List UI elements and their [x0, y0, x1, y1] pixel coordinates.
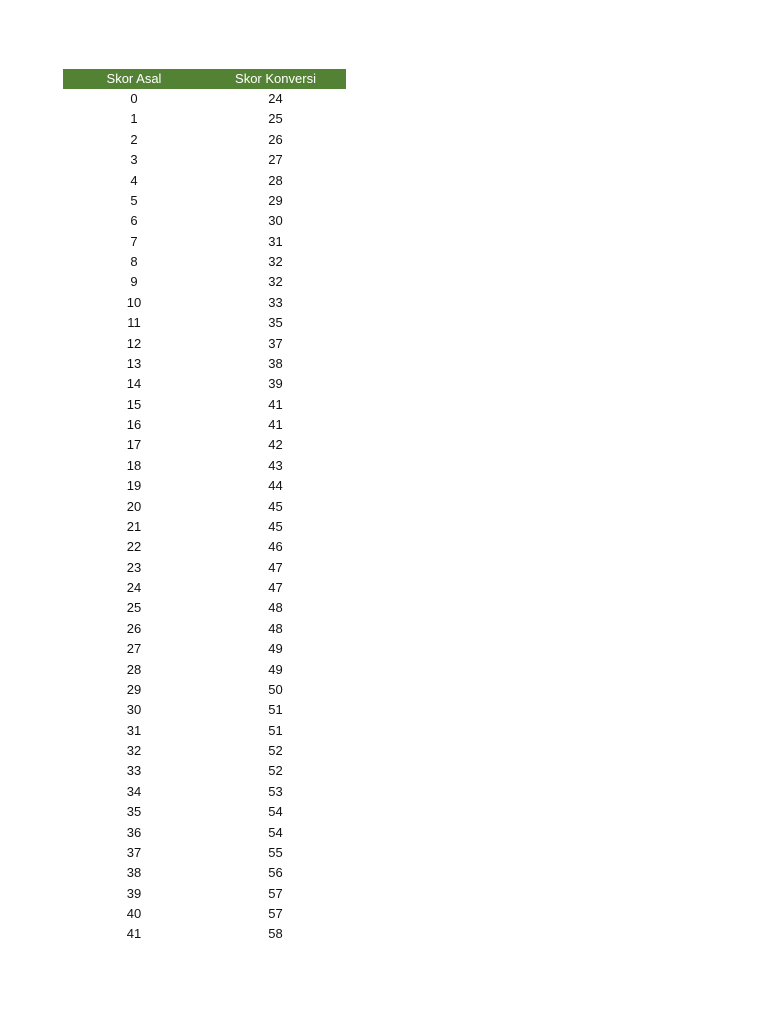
skor-asal-cell: 33 [126, 763, 142, 779]
skor-konversi-cell: 41 [268, 417, 283, 432]
skor-konversi-cell: 39 [268, 376, 283, 392]
table-row [63, 395, 346, 415]
skor-konversi-cell: 28 [268, 172, 283, 188]
skor-asal-cell: 16 [126, 417, 142, 432]
skor-konversi-cell: 26 [268, 131, 283, 147]
table-row [63, 354, 346, 374]
skor-konversi-cell: 57 [268, 906, 283, 921]
skor-konversi-cell: 44 [268, 478, 283, 494]
skor-konversi-cell: 49 [268, 641, 283, 657]
skor-konversi-cell: 33 [268, 294, 283, 310]
table-row [63, 680, 346, 700]
table-row [63, 476, 346, 496]
skor-konversi-cell: 47 [268, 559, 283, 575]
table-row [63, 517, 346, 537]
skor-konversi-cell: 25 [268, 111, 283, 127]
skor-asal-cell: 40 [126, 906, 142, 921]
table-row [63, 456, 346, 476]
table-row [63, 700, 346, 720]
skor-asal-cell: 34 [126, 783, 142, 799]
skor-asal-cell: 12 [126, 335, 142, 351]
skor-asal-cell: 26 [126, 620, 142, 636]
skor-konversi-cell: 46 [268, 539, 283, 555]
skor-konversi-cell: 50 [268, 681, 283, 697]
table-row [63, 374, 346, 394]
table-row [63, 598, 346, 618]
skor-konversi-cell: 37 [268, 335, 283, 351]
skor-konversi-cell: 49 [268, 661, 283, 677]
score-conversion-sheet [63, 69, 346, 945]
header-row [63, 69, 346, 89]
table-row [63, 782, 346, 802]
table-row [63, 109, 346, 129]
table-row [63, 150, 346, 170]
table-row [63, 761, 346, 781]
skor-konversi-cell: 38 [268, 355, 283, 371]
skor-konversi-cell: 48 [268, 620, 283, 636]
table-row [63, 904, 346, 924]
table-row [63, 497, 346, 517]
skor-konversi-cell: 30 [268, 213, 283, 229]
skor-konversi-cell: 45 [268, 518, 283, 534]
table-row [63, 884, 346, 904]
table-row [63, 558, 346, 578]
skor-konversi-cell: 53 [268, 783, 283, 799]
skor-asal-cell: 41 [126, 926, 142, 942]
table-row [63, 639, 346, 659]
skor-asal-cell: 32 [126, 743, 142, 758]
skor-konversi-cell: 48 [268, 600, 283, 616]
skor-asal-cell: 31 [126, 722, 142, 738]
skor-asal-cell: 2 [130, 131, 138, 147]
skor-asal-cell: 37 [126, 844, 142, 860]
skor-asal-cell: 5 [130, 192, 138, 208]
skor-asal-cell: 7 [130, 233, 138, 249]
skor-asal-cell: 35 [126, 804, 142, 820]
skor-konversi-cell: 58 [268, 926, 283, 942]
skor-konversi-cell: 55 [268, 844, 283, 860]
skor-asal-cell: 36 [126, 824, 142, 840]
table-row [63, 89, 346, 109]
skor-asal-cell: 25 [126, 600, 142, 616]
skor-konversi-cell: 41 [268, 396, 283, 412]
skor-konversi-cell: 54 [268, 824, 283, 840]
column-header-skor-asal: Skor Asal [106, 71, 162, 86]
table-row [63, 130, 346, 150]
skor-asal-cell: 8 [130, 254, 138, 269]
score-conversion-table [63, 69, 346, 945]
table-body [63, 89, 346, 945]
column-header-skor-konversi: Skor Konversi [235, 71, 316, 86]
skor-konversi-cell: 56 [268, 865, 283, 881]
skor-asal-cell: 0 [130, 91, 138, 106]
skor-konversi-cell: 32 [268, 254, 283, 269]
skor-asal-cell: 15 [126, 396, 142, 412]
skor-konversi-cell: 52 [268, 743, 283, 758]
table-row [63, 211, 346, 231]
skor-konversi-cell: 31 [268, 233, 283, 249]
table-row [63, 171, 346, 191]
skor-konversi-cell: 35 [268, 315, 283, 331]
skor-konversi-cell: 57 [268, 885, 283, 901]
skor-asal-cell: 13 [126, 355, 142, 371]
table-row [63, 924, 346, 944]
skor-konversi-cell: 43 [268, 457, 283, 473]
skor-asal-cell: 28 [126, 661, 142, 677]
skor-asal-cell: 20 [126, 498, 142, 514]
skor-asal-cell: 19 [126, 478, 142, 494]
skor-asal-cell: 24 [126, 580, 142, 595]
skor-konversi-cell: 54 [268, 804, 283, 820]
table-row [63, 741, 346, 761]
skor-asal-cell: 14 [126, 376, 142, 392]
skor-asal-cell: 4 [130, 172, 138, 188]
skor-konversi-cell: 42 [268, 437, 283, 453]
table-row [63, 823, 346, 843]
skor-konversi-cell: 45 [268, 498, 283, 514]
skor-asal-cell: 10 [126, 294, 142, 310]
skor-asal-cell: 9 [130, 274, 138, 290]
skor-konversi-cell: 32 [268, 274, 283, 290]
table-row [63, 313, 346, 333]
table-row [63, 802, 346, 822]
skor-asal-cell: 18 [126, 457, 142, 473]
skor-konversi-cell: 27 [268, 152, 283, 168]
skor-asal-cell: 39 [126, 885, 142, 901]
table-row [63, 293, 346, 313]
skor-asal-cell: 17 [126, 437, 142, 453]
skor-asal-cell: 22 [126, 539, 142, 555]
table-row [63, 619, 346, 639]
table-row [63, 843, 346, 863]
table-row [63, 721, 346, 741]
table-row [63, 537, 346, 557]
table-row [63, 578, 346, 598]
table-row [63, 334, 346, 354]
table-row [63, 435, 346, 455]
skor-asal-cell: 21 [126, 518, 142, 534]
skor-konversi-cell: 47 [268, 580, 283, 595]
skor-asal-cell: 23 [126, 559, 142, 575]
skor-asal-cell: 29 [126, 681, 142, 697]
skor-asal-cell: 6 [130, 213, 138, 229]
table-row [63, 272, 346, 292]
skor-asal-cell: 30 [126, 702, 142, 718]
table-row [63, 191, 346, 211]
table-row [63, 252, 346, 272]
table-row [63, 863, 346, 883]
skor-asal-cell: 3 [130, 152, 138, 168]
skor-asal-cell: 1 [130, 111, 138, 127]
skor-asal-cell: 27 [126, 641, 142, 657]
skor-konversi-cell: 29 [268, 192, 283, 208]
skor-asal-cell: 38 [126, 865, 142, 881]
table-row [63, 232, 346, 252]
skor-konversi-cell: 24 [268, 91, 283, 106]
skor-konversi-cell: 51 [268, 702, 283, 718]
table-row [63, 660, 346, 680]
skor-asal-cell: 11 [127, 315, 141, 331]
skor-konversi-cell: 52 [268, 763, 283, 779]
table-row [63, 415, 346, 435]
skor-konversi-cell: 51 [268, 722, 283, 738]
